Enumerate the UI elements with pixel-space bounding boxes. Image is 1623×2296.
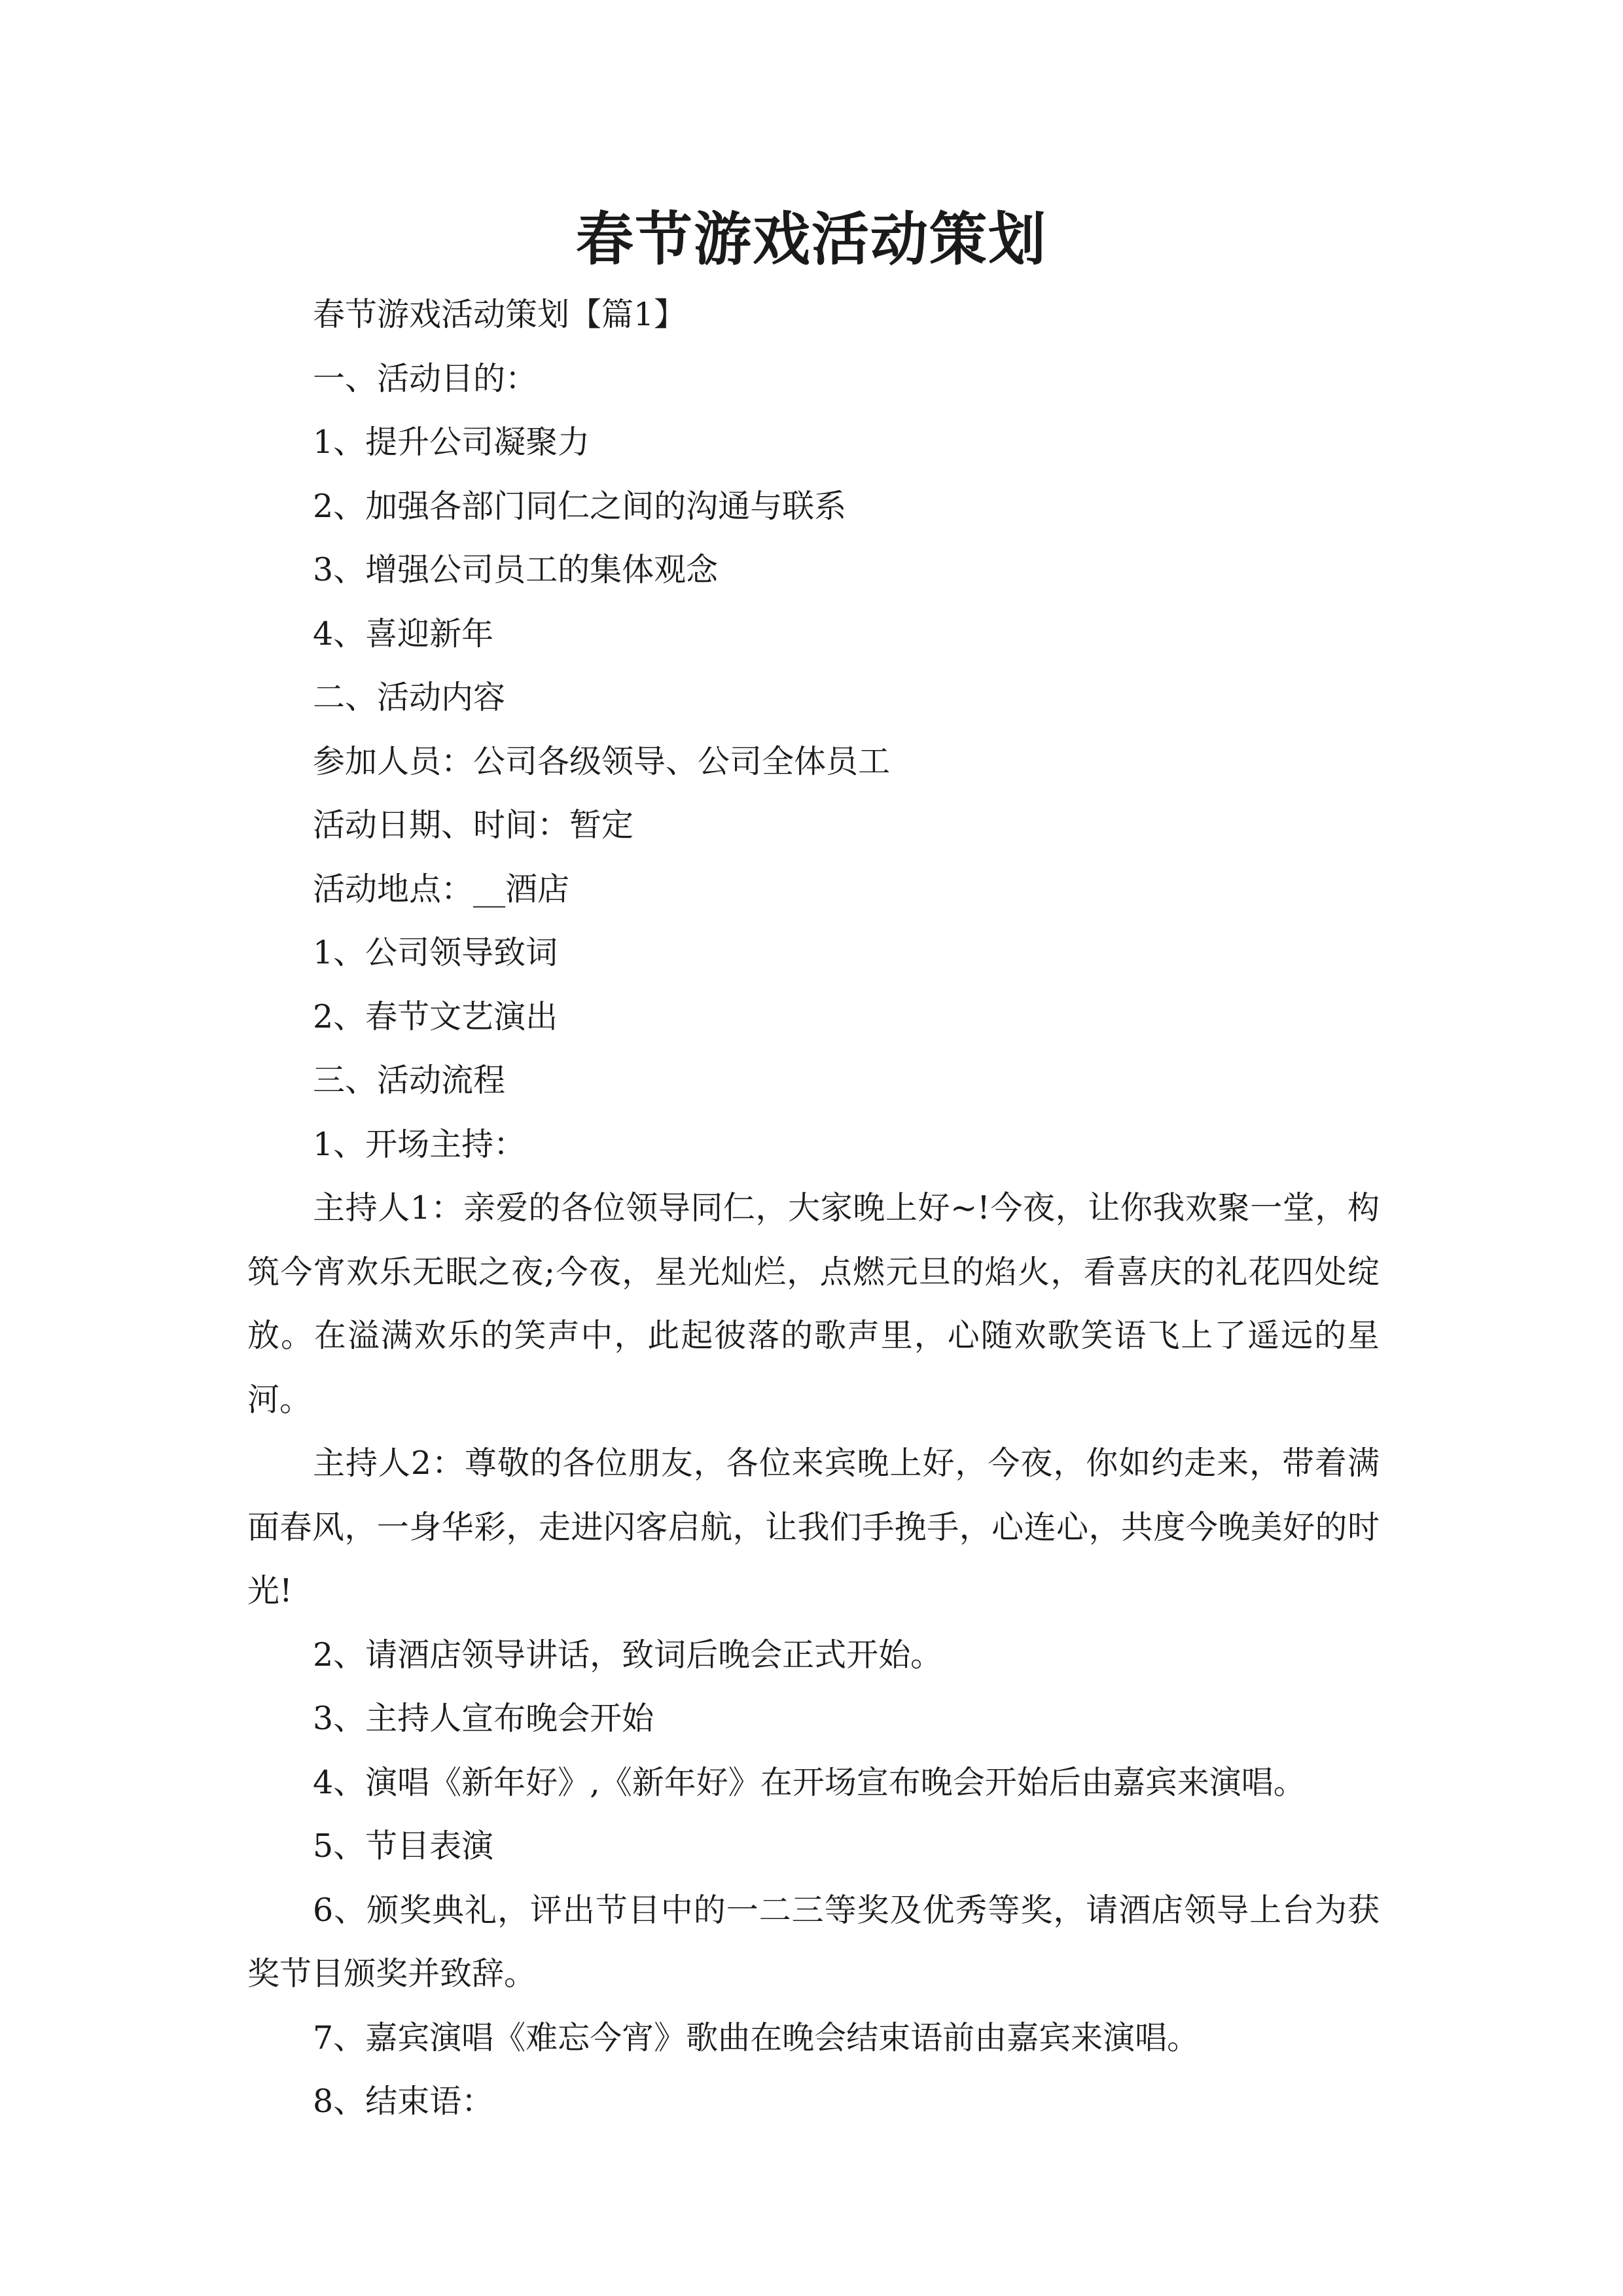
paragraph: 主持人1：亲爱的各位领导同仁，大家晚上好~!今夜，让你我欢聚一堂，构筑今宵欢乐无眠之夜;今夜，星光灿烂，点燃元旦的焰火，看喜庆的礼花四处绽放。在溢满欢乐的笑声中，此起彼落的歌声里，心随欢歌笑语飞上了遥远的星河。 (247, 1189, 1380, 1418)
list-item: 1、公司领导致词 (313, 934, 558, 971)
list-item: 2、加强各部门同仁之间的沟通与联系 (313, 487, 847, 525)
list-item: 3、增强公司员工的集体观念 (313, 551, 719, 588)
section-heading: 二、活动内容 (313, 679, 506, 716)
paragraph: 春节游戏活动策划【篇1】 (313, 296, 687, 333)
document-title: 春节游戏活动策划 (575, 205, 1047, 273)
list-item: 2、春节文艺演出 (313, 997, 558, 1035)
list-item: 4、喜迎新年 (313, 615, 494, 653)
list-item: 4、演唱《新年好》,《新年好》在开场宣布晚会开始后由嘉宾来演唱。 (313, 1763, 1306, 1801)
list-item: 8、结束语： (313, 2083, 494, 2120)
paragraph: 主持人2：尊敬的各位朋友，各位来宾晚上好，今夜，你如约走来，带着满面春风，一身华彩，走进闪客启航，让我们手挽手，心连心，共度今晚美好的时光! (247, 1444, 1380, 1609)
document-body (247, 283, 1380, 2134)
list-item: 1、开场主持： (313, 1125, 526, 1163)
list-item: 7、嘉宾演唱《难忘今宵》歌曲在晚会结束语前由嘉宾来演唱。 (313, 2018, 1200, 2056)
section-heading: 三、活动流程 (313, 1062, 506, 1099)
list-item: 2、请酒店领导讲话，致词后晚会正式开始。 (313, 1636, 943, 1674)
paragraph: 参加人员：公司各级领导、公司全体员工 (313, 742, 891, 780)
section-heading: 一、活动目的： (313, 359, 538, 397)
paragraph: 活动日期、时间：暂定 (313, 806, 634, 844)
paragraph: 活动地点：__酒店 (313, 870, 570, 908)
list-item: 1、提升公司凝聚力 (313, 423, 590, 461)
list-item: 3、主持人宣布晚会开始 (313, 1700, 654, 1737)
list-item: 5、节目表演 (313, 1827, 494, 1865)
list-item: 6、颁奖典礼，评出节目中的一二三等奖及优秀等奖，请酒店领导上台为获奖节目颁奖并致辞。 (247, 1891, 1380, 1992)
